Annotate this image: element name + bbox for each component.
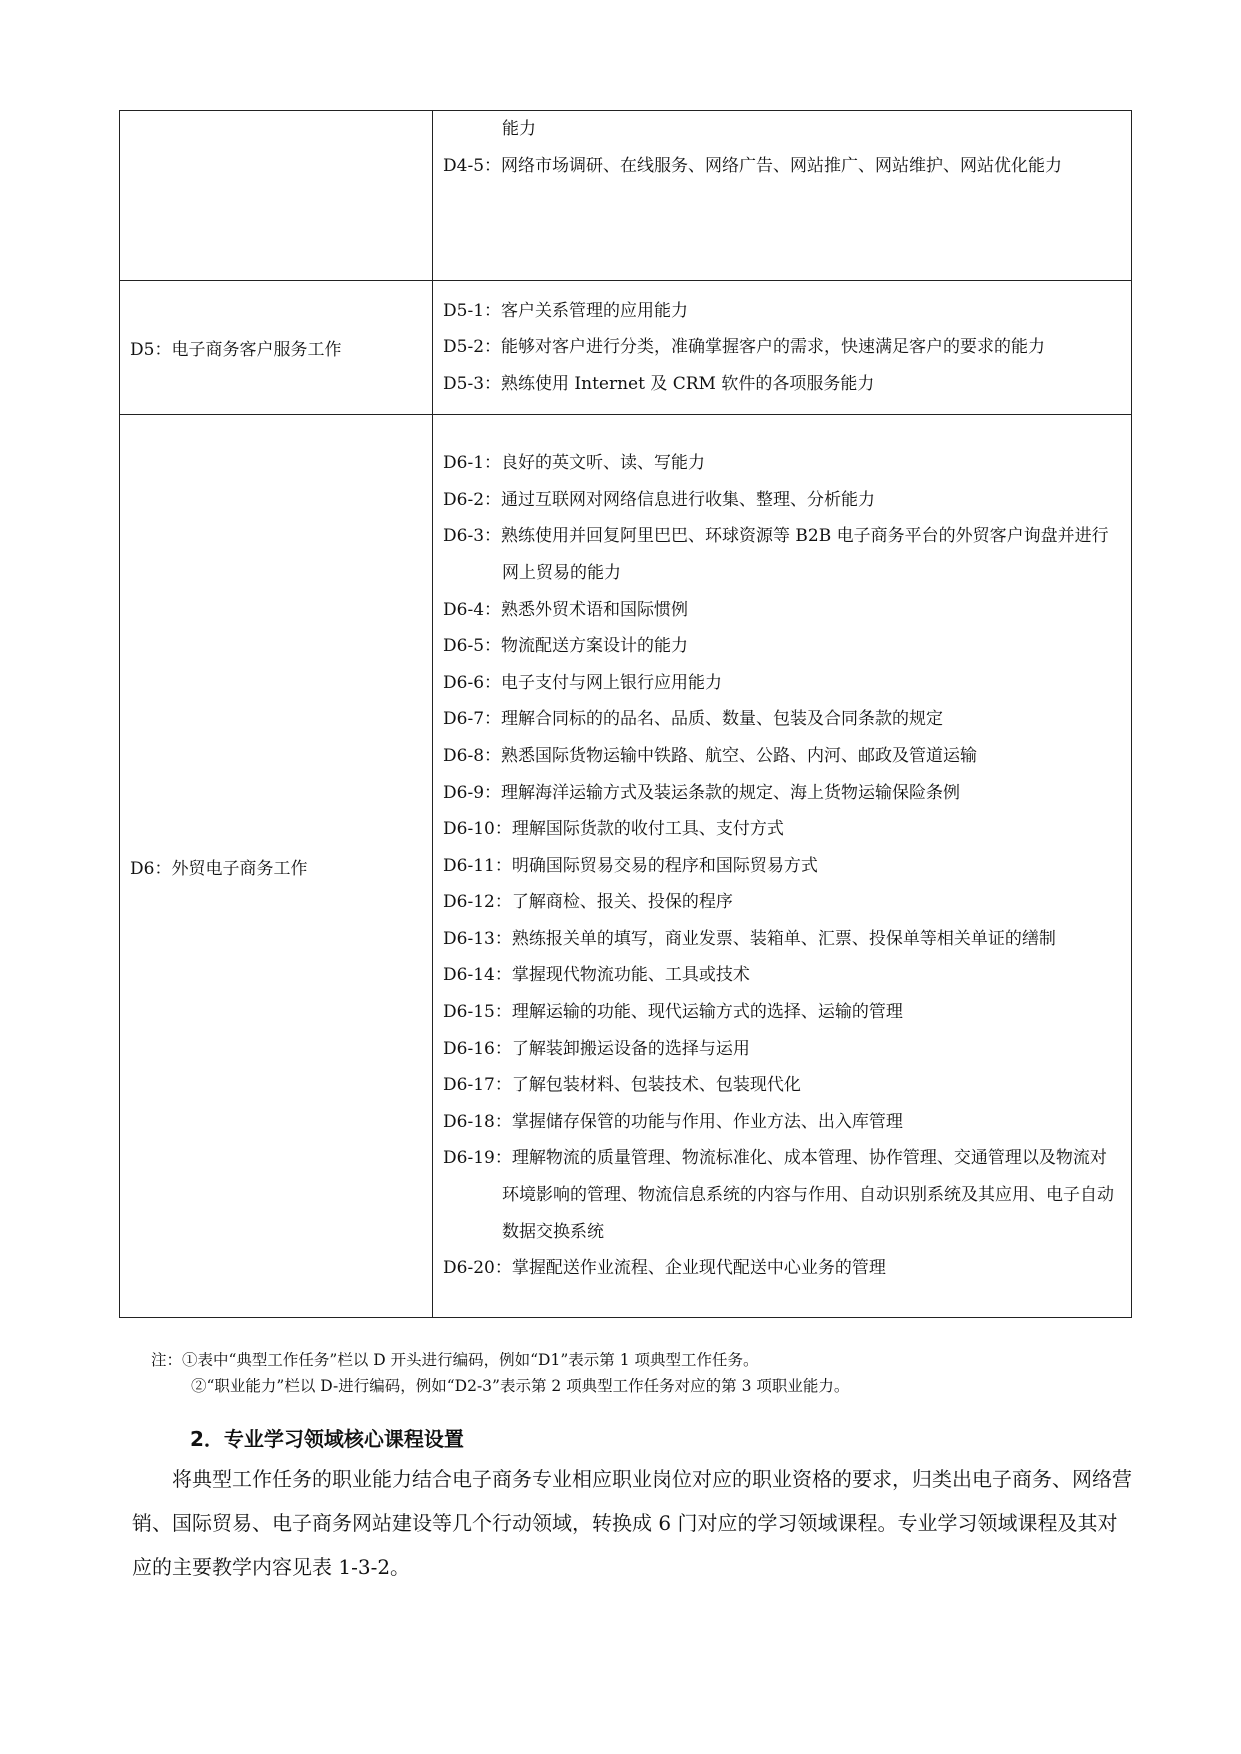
table-note-1: 注：①表中“典型工作任务”栏以 D 开头进行编码，例如“D1”表示第 1 项典型工作任务。	[151, 1351, 759, 1369]
body-paragraph: 将典型工作任务的职业能力结合电子商务专业相应职业岗位对应的职业资格的要求，归类出电子商务、网络营销、国际贸易、电子商务网站建设等几个行动领域，转换成 6 门对应的学习领域课程。专业学习领域课程及其对应的主要教学内容见表 1-3-2。	[132, 1467, 1132, 1579]
ability-item: D6-9：理解海洋运输方式及装运条款的规定、海上货物运输保险条例	[443, 782, 961, 803]
ability-item: D6-11：明确国际贸易交易的程序和国际贸易方式	[443, 855, 818, 876]
ability-item: D6-4：熟悉外贸术语和国际惯例	[443, 599, 689, 620]
ability-item: D6-3：熟练使用并回复阿里巴巴、环球资源等 B2B 电子商务平台的外贸客户询盘并进行网上贸易的能力	[443, 526, 1109, 583]
ability-item: D6-12：了解商检、报关、投保的程序	[443, 892, 733, 913]
ability-item: D6-8：熟悉国际货物运输中铁路、航空、公路、内河、邮政及管道运输	[443, 745, 978, 766]
ability-item: D6-16：了解装卸搬运设备的选择与运用	[443, 1038, 750, 1059]
ability-item: D6-2：通过互联网对网络信息进行收集、整理、分析能力	[443, 489, 876, 510]
ability-item: D6-19：理解物流的质量管理、物流标准化、成本管理、协作管理、交通管理以及物流对环境影响的管理、物流信息系统的内容与作用、自动识别系统及其应用、电子自动数据交换系统	[443, 1148, 1114, 1242]
ability-item: 能力	[502, 119, 536, 139]
ability-item: D6-5：物流配送方案设计的能力	[443, 636, 689, 657]
ability-item: D5-2：能够对客户进行分类，准确掌握客户的需求，快速满足客户的要求的能力	[443, 337, 1046, 358]
task-cell: D6：外贸电子商务工作	[120, 415, 433, 1318]
ability-item: D6-10：理解国际货款的收付工具、支付方式	[443, 819, 784, 840]
ability-item: D6-14：掌握现代物流功能、工具或技术	[443, 965, 750, 986]
ability-item: D6-7：理解合同标的的品名、品质、数量、包装及合同条款的规定	[443, 709, 944, 730]
ability-cell	[433, 111, 1132, 281]
task-cell	[120, 111, 433, 281]
ability-item: D4-5：网络市场调研、在线服务、网络广告、网站推广、网站维护、网站优化能力	[443, 155, 1063, 176]
ability-item: D6-17：了解包装材料、包装技术、包装现代化	[443, 1075, 801, 1096]
ability-item: D6-18：掌握储存保管的功能与作用、作业方法、出入库管理	[443, 1111, 903, 1132]
ability-item: D5-3：熟练使用 Internet 及 CRM 软件的各项服务能力	[443, 373, 875, 394]
ability-item: D6-15：理解运输的功能、现代运输方式的选择、运输的管理	[443, 1002, 903, 1023]
ability-item: D5-1：客户关系管理的应用能力	[443, 300, 689, 321]
task-cell: D5：电子商务客户服务工作	[120, 281, 433, 415]
ability-item: D6-13：熟练报关单的填写，商业发票、装箱单、汇票、投保单等相关单证的缮制	[443, 928, 1056, 949]
ability-item: D6-6：电子支付与网上银行应用能力	[443, 672, 723, 693]
table-row-d5	[120, 281, 1132, 415]
ability-table	[119, 110, 1132, 1318]
section-heading: 2．专业学习领域核心课程设置	[190, 1427, 464, 1451]
ability-item: D6-1：良好的英文听、读、写能力	[443, 453, 706, 474]
ability-cell	[433, 415, 1132, 1318]
table-row-d6	[120, 415, 1132, 1318]
ability-item: D6-20：掌握配送作业流程、企业现代配送中心业务的管理	[443, 1258, 886, 1279]
ability-cell	[433, 281, 1132, 415]
table-note-2: ②“职业能力”栏以 D-进行编码，例如“D2-3”表示第 2 项典型工作任务对应的第 3 项职业能力。	[191, 1377, 850, 1395]
table-row-d4	[120, 111, 1132, 281]
